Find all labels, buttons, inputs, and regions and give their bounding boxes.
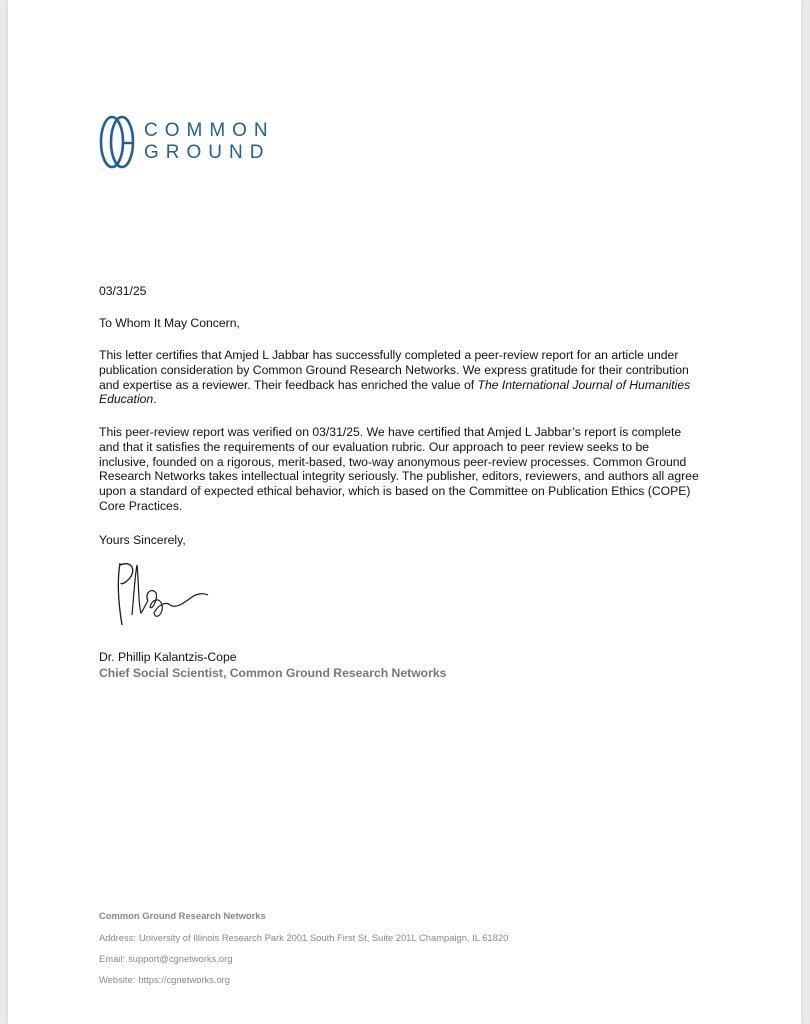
paragraph-verification: This peer-review report was verified on 03/31/25. We have certified that Amjed L Jabbar’s report is complete and that it satisfies the requirements of our evaluation rubric. Our approach to peer review seeks to be inclusive, founded on a rigorous, merit-based, two-way anonymous peer-review processes. Common Ground Research Networks takes intellectual integrity seriously. The publisher, editors, reviewers, and authors all agree upon a standard of expected ethical behavior, which is based on the Committee on Publication Ethics (COPE) Core Practices. [99, 425, 699, 513]
signer-name: Dr. Phillip Kalantzis-Cope [99, 650, 237, 664]
logo-line-common: COMMON [144, 120, 275, 141]
footer-email-label: Email: [99, 953, 126, 964]
logo-line-ground: GROUND [144, 142, 271, 163]
common-ground-logo [98, 112, 275, 172]
footer-website-label: Website: [99, 974, 136, 985]
journal-title: The International Journal of Humanities Education [99, 377, 691, 407]
letter-date: 03/31/25 [99, 284, 147, 298]
footer-email [99, 953, 232, 964]
paragraph-certification-text: This letter certifies that Amjed L Jabbar has successfully completed a peer-review report for an article under publication consideration by Common Ground Research Networks. We express gratitude for their contribution and expertise as a reviewer. Their feedback has enriched the value of [99, 348, 689, 392]
handwritten-signature [108, 553, 218, 633]
footer-organization: Common Ground Research Networks [99, 910, 266, 921]
paragraph-certification-end: . [153, 392, 157, 407]
footer-address-label: Address: [99, 932, 136, 943]
footer-address [99, 932, 508, 943]
signer-title: Chief Social Scientist, Common Ground Research Networks [99, 666, 447, 680]
footer-email-value: support@cgnetworks.org [128, 953, 233, 964]
letter-greeting: To Whom It May Concern, [99, 316, 240, 330]
common-ground-logo-icon [98, 112, 136, 172]
logo-wordmark [144, 120, 275, 164]
footer-website-value: https://cgnetworks.org [138, 974, 231, 985]
footer-address-value: University of Illinois Research Park 2001 South First St, Suite 201L Champaign, IL 61820 [139, 932, 509, 943]
letter-page [8, 0, 801, 1024]
footer-website [99, 974, 230, 985]
paragraph-certification [99, 348, 699, 407]
letter-closing: Yours Sincerely, [99, 533, 186, 547]
